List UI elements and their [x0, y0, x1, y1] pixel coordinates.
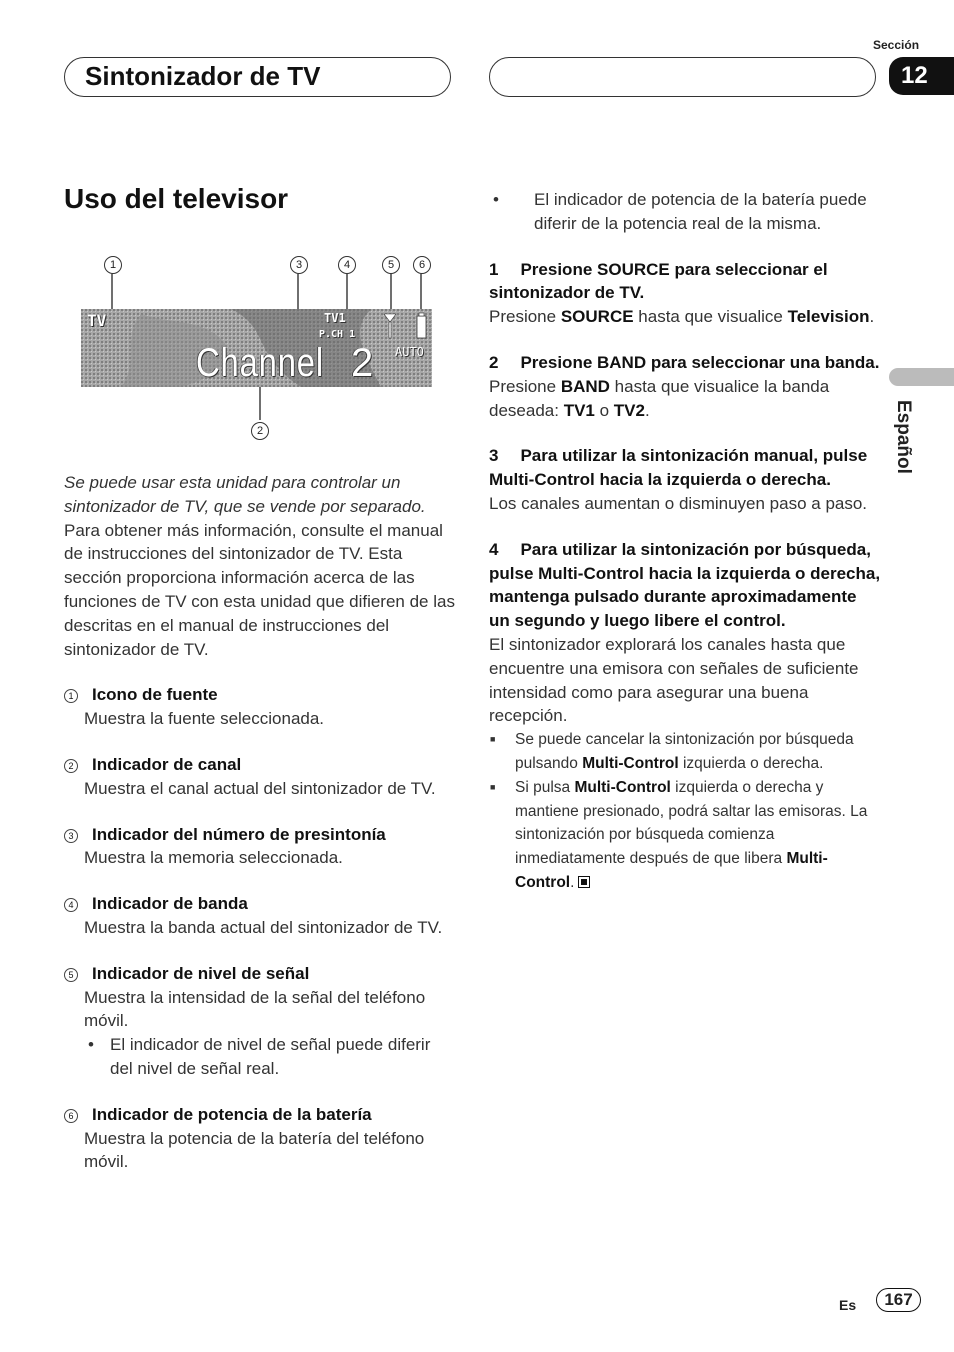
- section-number: 12: [889, 57, 954, 95]
- step-2: [489, 351, 881, 422]
- legend-item: [64, 823, 456, 871]
- step-body: Presione SOURCE hasta que visualice Television.: [489, 307, 875, 327]
- legend-desc: Muestra la intensidad de la señal del teléfono móvil.: [84, 987, 426, 1031]
- section-title: Sintonizador de TV: [85, 61, 321, 91]
- step-note: ■ Si pulsa Multi-Control izquierda o derecha y mantiene presionado, podrá saltar las emisoras. La sintonización por búsqueda comienza inmediatamente después de que libera Multi-Control.: [489, 776, 881, 895]
- lcd-preset-label: P.CH 1: [319, 329, 356, 340]
- legend-desc: Muestra el canal actual del sintonizador de TV.: [84, 778, 436, 798]
- step-body: Los canales aumentan o disminuyen paso a paso.: [489, 493, 868, 513]
- lcd-source-label: TV: [87, 311, 107, 330]
- step-title: Para utilizar la sintonización manual, pulse Multi-Control hacia la izquierda o derecha.: [489, 446, 868, 490]
- step-number: 1: [489, 259, 499, 279]
- callout-2: 2: [251, 422, 269, 440]
- step-title: Para utilizar la sintonización por búsqueda, pulse Multi-Control hacia la izquierda o derecha, mantenga pulsado durante aproximadamente un segundo y luego libere el control.: [489, 539, 881, 631]
- step-note: ■ Se puede cancelar la sintonización por búsqueda pulsando Multi-Control izquierda o derecha.: [489, 728, 881, 776]
- battery-note: • El indicador de potencia de la batería puede diferir de la potencia real de la misma.: [489, 188, 881, 236]
- step-number: 3: [489, 446, 499, 466]
- lcd-channel-number: 2: [351, 341, 374, 385]
- lcd-mode-label: AUTO: [395, 345, 424, 359]
- legend-title: Indicador de banda: [92, 894, 248, 914]
- lcd-band-label: TV1: [324, 311, 346, 325]
- intro-text: Para obtener más información, consulte el manual de instrucciones del sintonizador de TV. Esta sección proporciona información acerca de las funciones de TV con esta unidad que difieren de las descritas en el manual de instrucciones del sintonizador de TV.: [64, 520, 455, 659]
- legend-desc: Muestra la banda actual del sintonizador de TV.: [84, 917, 443, 937]
- legend-item: [64, 683, 456, 731]
- legend-number: 4: [64, 898, 78, 912]
- legend-item: [64, 1103, 456, 1174]
- legend-title: Indicador de potencia de la batería: [92, 1104, 372, 1124]
- legend-note: • El indicador de nivel de señal puede diferir del nivel de señal real.: [84, 1033, 456, 1081]
- legend-number: 1: [64, 689, 78, 703]
- callout-3: 3: [290, 256, 308, 274]
- legend-desc: Muestra la fuente seleccionada.: [84, 709, 325, 729]
- battery-level-icon: [417, 313, 426, 338]
- end-of-section-icon: [578, 876, 590, 888]
- legend-number: 3: [64, 829, 78, 843]
- page-title: Uso del televisor: [64, 183, 289, 214]
- callout-4: 4: [338, 256, 356, 274]
- lcd-channel-text: Channel: [196, 341, 324, 385]
- lcd-display: [81, 309, 432, 387]
- left-column: [64, 471, 456, 1174]
- legend-title: Indicador del número de presintonía: [92, 824, 386, 844]
- legend-desc: Muestra la potencia de la batería del teléfono móvil.: [84, 1128, 425, 1172]
- page-number: 167: [876, 1288, 921, 1312]
- callout-6: 6: [413, 256, 431, 274]
- legend-item: [64, 962, 456, 1081]
- step-number: 4: [489, 539, 499, 559]
- legend-title: Indicador de nivel de señal: [92, 963, 310, 983]
- step-4: [489, 538, 881, 895]
- right-column: [489, 188, 881, 895]
- step-body: El sintonizador explorará los canales hasta que encuentre una emisora con señales de suficiente intensidad como para asegurar una buena recepción.: [489, 634, 859, 726]
- lcd-status-icons: [381, 312, 427, 340]
- step-3: [489, 444, 881, 515]
- legend-number: 2: [64, 759, 78, 773]
- legend-number: 5: [64, 968, 78, 982]
- legend-title: Icono de fuente: [92, 685, 218, 705]
- step-title: Presione SOURCE para seleccionar el sintonizador de TV.: [489, 259, 828, 303]
- legend-item: [64, 892, 456, 940]
- step-1: [489, 258, 881, 329]
- step-body: Presione BAND hasta que visualice la banda deseada: TV1 o TV2.: [489, 376, 830, 420]
- language-label: Español: [893, 400, 914, 474]
- callout-1: 1: [104, 256, 122, 274]
- legend-title: Indicador de canal: [92, 754, 242, 774]
- legend-number: 6: [64, 1109, 78, 1123]
- callout-5: 5: [382, 256, 400, 274]
- intro-italic: Se puede usar esta unidad para controlar un sintonizador de TV, que se vende por separado.: [64, 473, 426, 516]
- legend-desc: Muestra la memoria seleccionada.: [84, 848, 343, 868]
- footer-language-code: Es: [839, 1297, 857, 1313]
- step-title: Presione BAND para seleccionar una banda.: [520, 352, 880, 372]
- section-label: Sección: [873, 38, 920, 52]
- step-number: 2: [489, 352, 499, 372]
- legend-item: [64, 753, 456, 801]
- signal-level-icon: [384, 314, 396, 338]
